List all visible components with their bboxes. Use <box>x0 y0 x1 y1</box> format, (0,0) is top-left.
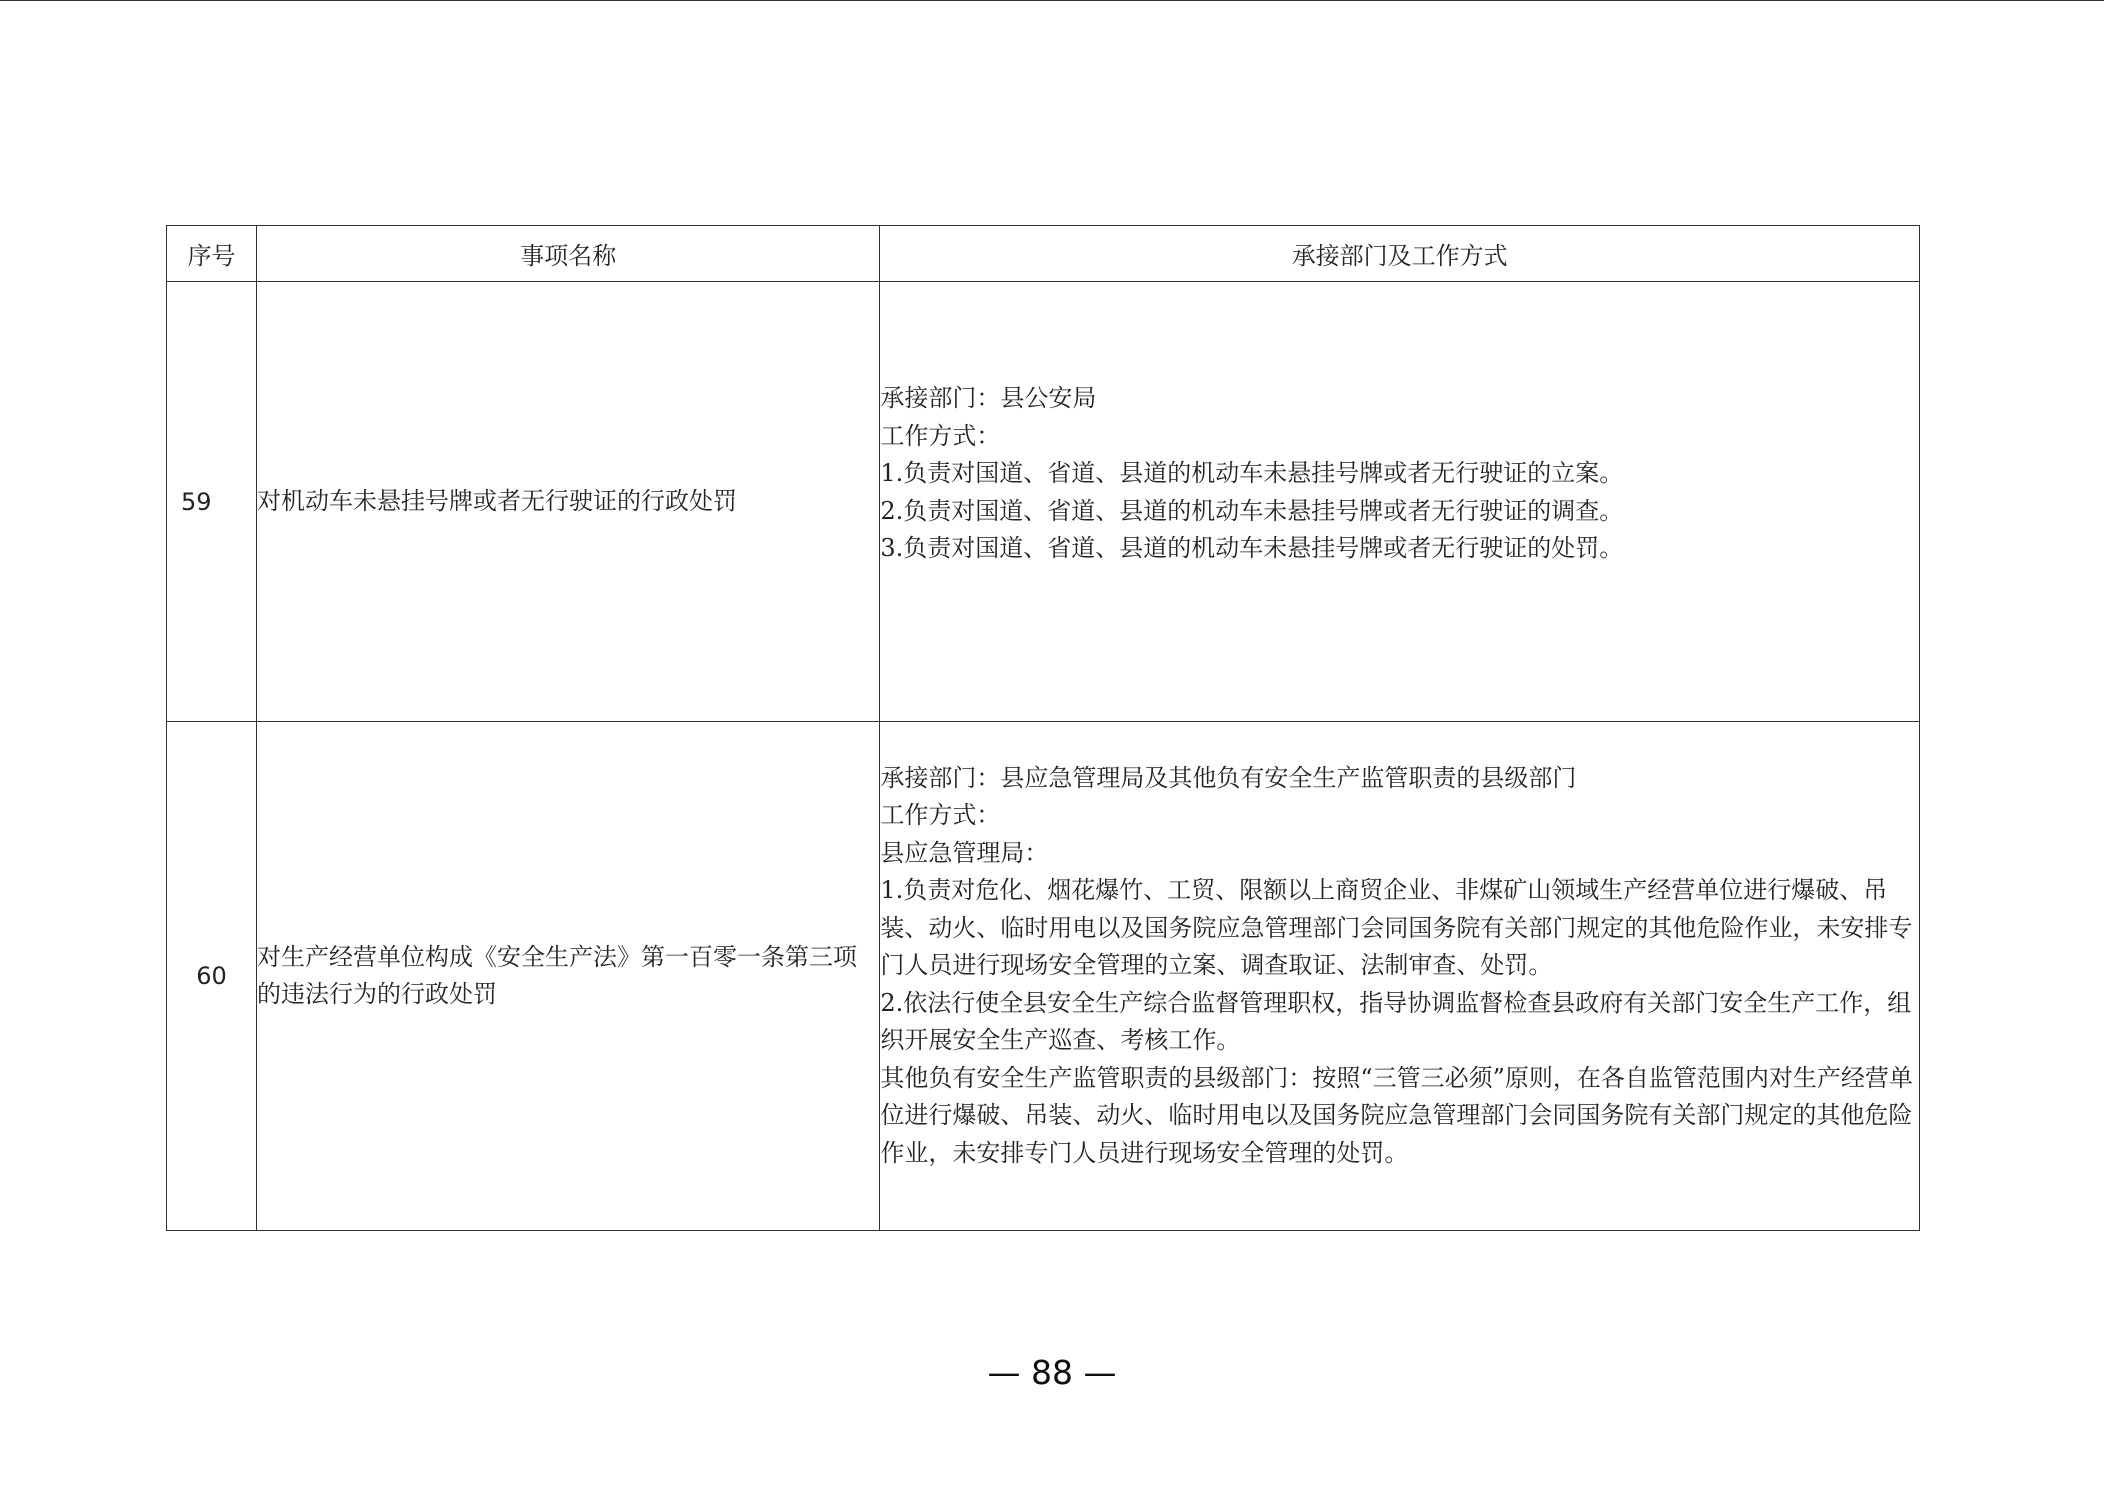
table-header-row <box>167 226 1920 282</box>
row-item-name: 对机动车未悬挂号牌或者无行驶证的行政处罚 <box>257 282 880 722</box>
header-department-method: 承接部门及工作方式 <box>880 226 1920 282</box>
table-row <box>167 282 1920 722</box>
dept-line: 县应急管理局： <box>880 838 1049 867</box>
table-row <box>167 722 1920 1231</box>
row-item-name: 对生产经营单位构成《安全生产法》第一百零一条第三项的违法行为的行政处罚 <box>257 722 880 1231</box>
page-top-border <box>0 0 2104 1</box>
dept-line: 2.依法行使全县安全生产综合监督管理职权，指导协调监督检查县政府有关部门安全生产工作，组织开展安全生产巡查、考核工作。 <box>880 988 1912 1055</box>
dept-line: 1.负责对危化、烟花爆竹、工贸、限额以上商贸企业、非煤矿山领域生产经营单位进行爆破、吊装、动火、临时用电以及国务院应急管理部门会同国务院有关部门规定的其他危险作业，未安排专门人员进行现场安全管理的立案、调查取证、法制审查、处罚。 <box>880 876 1913 980</box>
items-table <box>166 225 1920 1231</box>
dept-line: 承接部门：县应急管理局及其他负有安全生产监管职责的县级部门 <box>880 763 1577 792</box>
row-department-method <box>880 722 1920 1231</box>
dept-line: 3.负责对国道、省道、县道的机动车未悬挂号牌或者无行驶证的处罚。 <box>880 534 1624 563</box>
page-number: — 88 — <box>987 1353 1117 1392</box>
dept-line: 2.负责对国道、省道、县道的机动车未悬挂号牌或者无行驶证的调查。 <box>880 496 1624 525</box>
dept-line: 承接部门：县公安局 <box>880 384 1097 413</box>
header-serial-number: 序号 <box>167 226 257 282</box>
dept-line: 其他负有安全生产监管职责的县级部门：按照“三管三必须”原则，在各自监管范围内对生产经营单位进行爆破、吊装、动火、临时用电以及国务院应急管理部门会同国务院有关部门规定的其他危险作业，未安排专门人员进行现场安全管理的处罚。 <box>880 1063 1913 1167</box>
header-item-name: 事项名称 <box>257 226 880 282</box>
row-serial-number: 60 <box>167 722 257 1231</box>
dept-line: 1.负责对国道、省道、县道的机动车未悬挂号牌或者无行驶证的立案。 <box>880 459 1624 488</box>
row-serial-number: 59 <box>167 282 257 722</box>
row-department-method <box>880 282 1920 722</box>
dept-line: 工作方式： <box>880 801 1001 830</box>
dept-line: 工作方式： <box>880 421 1001 450</box>
